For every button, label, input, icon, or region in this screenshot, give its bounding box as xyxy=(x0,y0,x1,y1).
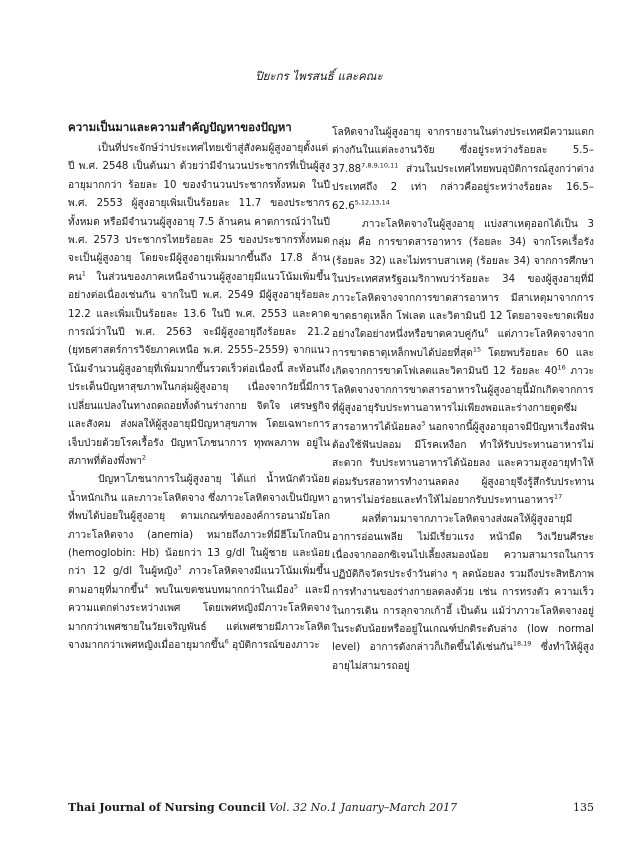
citation-superscript: 17 xyxy=(553,492,563,501)
section-heading: ความเป็นมาและความสำคัญปัญหาของปัญหา xyxy=(68,120,292,134)
paragraph-text: ภาวะโลหิตจางจากการขาดสารอาหารในผู้สูงอายุนี้มักเกิดจากการที่ผู้สูงอายุรับประทานอาหารไม่เพียงพอและร่างกายดูดซึมสารอาหารได้น้อยลง xyxy=(332,366,594,433)
paragraph xyxy=(68,471,330,655)
paragraph-text: แต่ภาวะโลหิตจางจากการขาดธาตุเหล็กพบได้บ่อยที่สุด xyxy=(332,329,594,359)
paragraph-text: โดยพบร้อยละ 60 และเกิดจากการขาดโฟเลตและวิตามินบี 12 ร้อยละ 40 xyxy=(332,347,594,378)
paragraph-text: ปัญหาโภชนาการในผู้สูงอายุ ได้แก่ น้ำหนักตัวน้อย น้ำหนักเกิน และภาวะโลหิตจาง ซึ่งภาวะโลหิตจางเป็นปัญหาที่พบได้บ่อยในผู้สูงอายุ ตามเกณฑ์ขององค์การอนามัยโลก ภาวะโลหิตจาง (anemia) หมายถึงภาวะที่มีฮีโมโกลบิน (hemoglobin: Hb) น้อยกว่า 13 g/dl ในผู้ชาย และน้อยกว่า 12 g/dl ในผู้หญิง xyxy=(68,474,330,578)
citation-superscript: 3 xyxy=(421,419,426,428)
paragraph-text: ภาวะโลหิตจางในผู้สูงอายุ แบ่งสาเหตุออกได้เป็น 3 กลุ่ม คือ การขาดสารอาหาร (ร้อยละ 34) จากโรคเรื้อรัง (ร้อยละ 32) และไม่ทราบสาเหตุ (ร้อยละ 34) จากการศึกษาในประเทศสหรัฐอเมริกาพบว่าร้อยละ 34 ของผู้สูงอายุที่มีภาวะโลหิตจางจากการขาดสารอาหาร มีสาเหตุมาจากการขาดธาตุเหล็ก โฟเลต และวิตามินบี 12 โดยอาจจะขาดเพียงอย่างใดอย่างหนึ่งหรือขาดควบคู่กัน xyxy=(332,219,594,341)
right-column xyxy=(332,124,594,676)
citation-superscript: 6 xyxy=(484,327,489,336)
citation-superscript: 5 xyxy=(293,582,299,591)
paragraph-text: ในส่วนของภาคเหนือจำนวนผู้สูงอายุมีแนวโน้มเพิ่มขึ้นอย่างต่อเนื่องเช่นกัน จากในปี พ.ศ. 2549 มีผู้สูงอายุร้อยละ 12.2 และเพิ่มเป็นร้อยละ 13.6 ในปี พ.ศ. 2553 และคาดการณ์ว่าในปี พ.ศ. 2563 จะมีผู้สูงอายุถึงร้อยละ 21.2 (ยุทธศาสตร์การวิจัยภาคเหนือ พ.ศ. 2555–2559) จากแนวโน้มจำนวนผู้สูงอายุที่เพิ่มมากขึ้นรวดเร็วต่อเนื่องนี้ สะท้อนถึงประเด็นปัญหาสุขภาพในกลุ่มผู้สูงอายุ เนื่องจากวัยนี้มีการเปลี่ยนแปลงในทางถดถอยทั้งด้านร่างกาย จิตใจ เศรษฐกิจ และสังคม ส่งผลให้ผู้สูงอายุมีปัญหาสุขภาพ โดยเฉพาะการเจ็บป่วยด้วยโรคเรื้อรัง ปัญหาโภชนาการ ทุพพลภาพ อยู่ในสภาพที่ต้องพึ่งพา xyxy=(68,271,330,467)
citation-superscript: 1 xyxy=(81,269,86,278)
citation-superscript: 2 xyxy=(141,453,147,462)
citation-superscript: 18,19 xyxy=(512,639,532,648)
left-column xyxy=(68,118,330,655)
citation-superscript: 15 xyxy=(472,345,482,354)
page-footer xyxy=(68,801,594,814)
journal-issue: Vol. 32 No.1 January–March 2017 xyxy=(269,801,458,814)
citation-superscript: 16 xyxy=(557,363,566,372)
paragraph xyxy=(332,216,594,511)
paragraph-text: เป็นที่ประจักษ์ว่าประเทศไทยเข้าสู่สังคมผู้สูงอายุตั้งแต่ปี พ.ศ. 2548 เป็นต้นมา ด้วยว่ามีจำนวนประชากรที่เป็นผู้สูงอายุมากกว่า ร้อยละ 10 ของจำนวนประชากรทั้งหมด ในปี พ.ศ. 2553 ผู้สูงอายุเพิ่มเป็นร้อยละ 11.7 ของประชากรทั้งหมด หรือมีจำนวนผู้สูงอายุ 7.5 ล้านคน คาดการณ์ว่าในปี พ.ศ. 2573 ประชากรไทยร้อยละ 25 ของประชากรทั้งหมดจะเป็นผู้สูงอายุ โดยจะมีผู้สูงอายุเพิ่มมากขึ้นถึง 17.8 ล้านคน xyxy=(68,143,330,283)
page-number: 135 xyxy=(573,801,594,814)
citation-superscript: 6 xyxy=(224,637,229,646)
paragraph-text: ซึ่งทำให้ผู้สูงอายุไม่สามารถอยู่ xyxy=(332,642,594,672)
paragraph-text: พบในเขตชนบทมากกว่าในเมือง xyxy=(148,584,294,596)
citation-superscript: 4 xyxy=(144,582,149,591)
citation-superscript: 7,8,9,10,11 xyxy=(361,161,399,170)
paragraph xyxy=(68,140,330,471)
paragraph xyxy=(332,124,594,216)
running-header: ปิยะกร ไพรสนธิ์ และคณะ xyxy=(255,69,383,83)
paragraph-text: ผลที่ตามมาจากภาวะโลหิตจางส่งผลให้ผู้สูงอายุมีอาการอ่อนเพลีย ไม่มีเรี่ยวแรง หน้ามืด วิงเวียนศีรษะ เนื่องจากออกซิเจนไปเลี้ยงสมองน้อย ความสามารถในการปฏิบัติกิจวัตรประจำวันต่าง ๆ ลดน้อยลง รวมถึงประสิทธิภาพการทำงานของร่างกายลดลงด้วย เช่น การทรงตัว ความเร็วในการเดิน การลุกจากเก้าอี้ เป็นต้น แม้ว่าภาวะโลหิตจางอยู่ในระดับน้อยหรืออยู่ในเกณฑ์ปกติระดับล่าง (low normal level) อาการดังกล่าวก็เกิดขึ้นได้เช่นกัน xyxy=(332,513,594,654)
paragraph-text: นอกจากนี้ผู้สูงอายุอาจมีปัญหาเรื่องฟัน ต้องใช้ฟันปลอม มีโรคเหงือก ทำให้รับประทานอาหารไม่สะดวก รับประทานอาหารได้น้อยลง และความสูงอายุทำให้ต่อมรับรสอาหารทำงานลดลง ผู้สูงอายุจึงรู้สึกรับประทานอาหารไม่อร่อยและทำให้ไม่อยากรับประทานอาหาร xyxy=(332,421,594,507)
paragraph-text: ภาวะโลหิตจางมีแนวโน้มเพิ่มขึ้นตามอายุที่มากขึ้น xyxy=(68,566,330,596)
paragraph-text: และมีความแตกต่างระหว่างเพศ โดยเพศหญิงมีภาวะโลหิตจางมากกว่าเพศชายในวัยเจริญพันธ์ แต่เพศชายมีภาวะโลหิตจางมากกว่าเพศหญิงเมื่ออายุมากขึ้น xyxy=(68,584,330,651)
paragraph-text: ส่วนในประเทศไทยพบอุบัติการณ์สูงกว่าต่างประเทศถึง 2 เท่า กล่าวคืออยู่ระหว่างร้อยละ 16.5–62.6 xyxy=(332,163,594,212)
paragraph-text: โลหิตจางในผู้สูงอายุ จากรายงานในต่างประเทศมีความแตกต่างกันในแต่ละงานวิจัย ซึ่งอยู่ระหว่างร้อยละ 5.5–37.88 xyxy=(332,127,594,175)
journal-citation xyxy=(68,801,457,814)
paragraph xyxy=(332,511,594,677)
citation-superscript: 3 xyxy=(177,563,182,572)
journal-title: Thai Journal of Nursing Council xyxy=(68,801,266,814)
paragraph-text: อุบัติการณ์ของภาวะ xyxy=(228,639,320,651)
citation-superscript: 5,12,13,14 xyxy=(354,198,390,207)
